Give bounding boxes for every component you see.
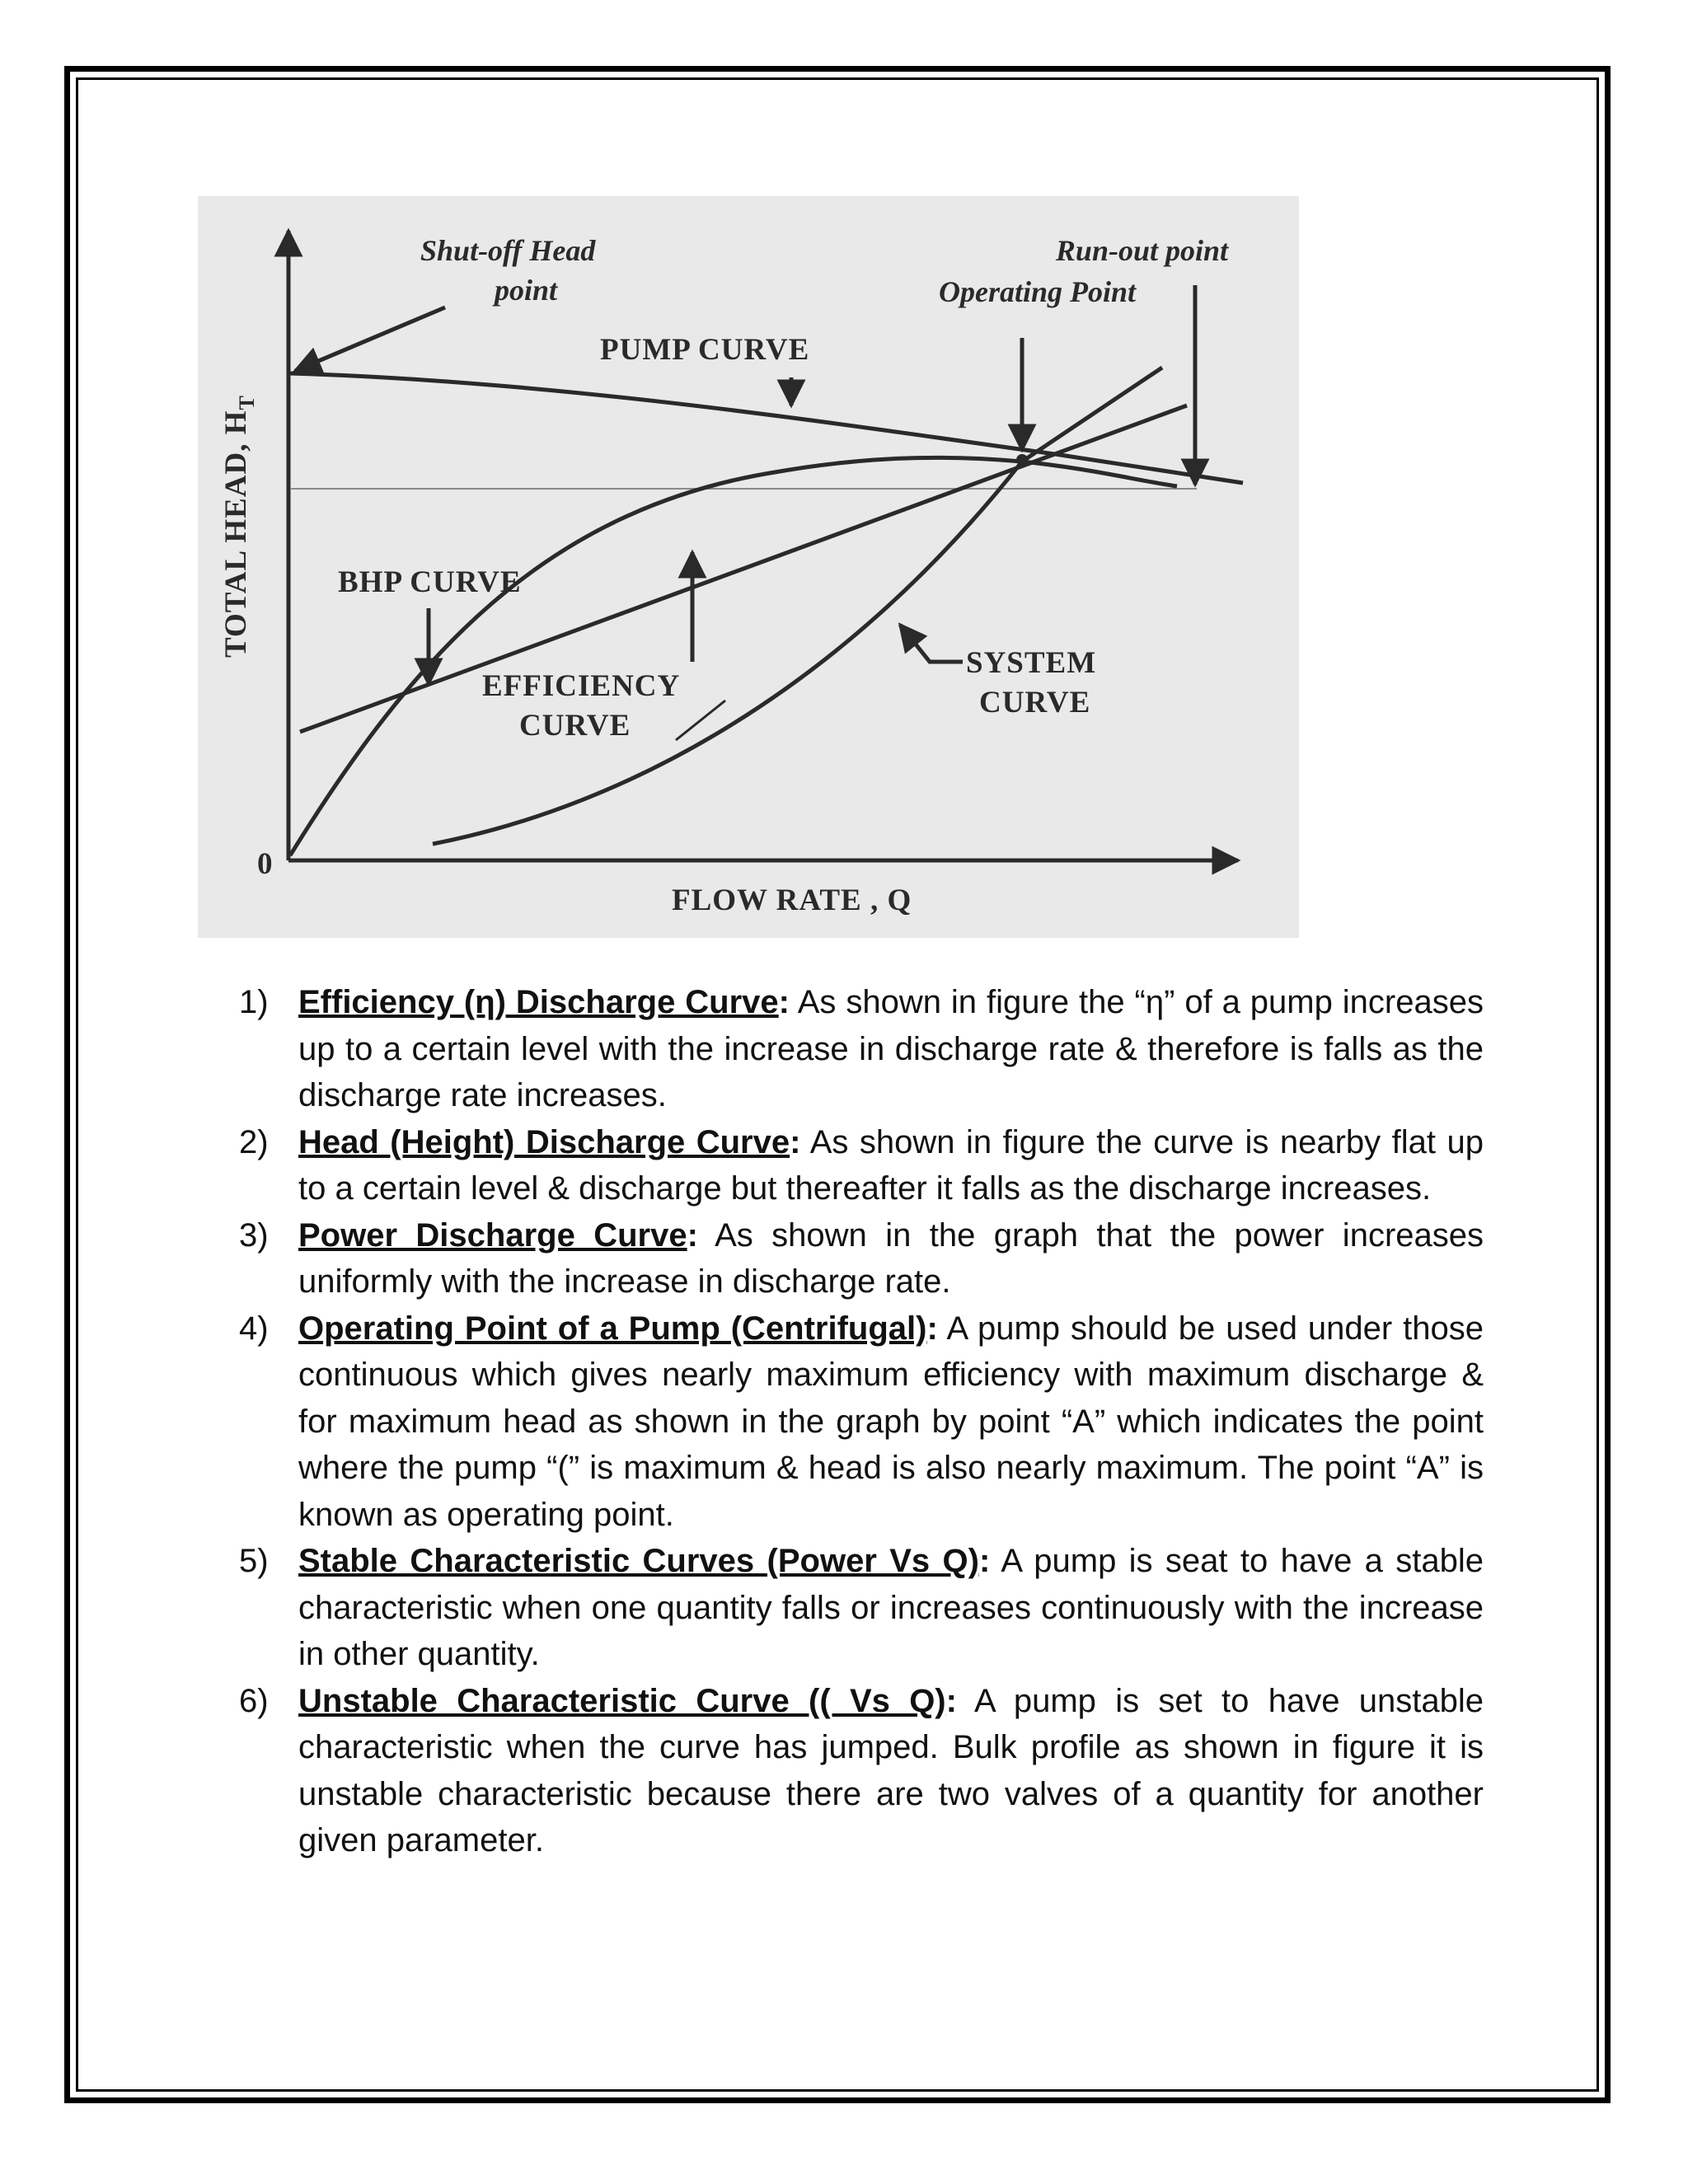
- list-item-number: 6): [239, 1682, 269, 1719]
- list-item: [239, 1538, 1484, 1678]
- pump-characteristics-figure: [198, 196, 1299, 938]
- list-item-number: 1): [239, 984, 269, 1020]
- y-axis-label: TOTAL HEAD, $H_T$: [219, 395, 259, 658]
- origin-label: 0: [257, 847, 274, 881]
- operating-point-label: Operating Point: [938, 275, 1136, 308]
- system-curve-label-line2: CURVE: [979, 686, 1091, 719]
- runout-point-label: Run-out point: [1055, 234, 1228, 267]
- bhp-curve-label: BHP CURVE: [338, 565, 522, 599]
- shutoff-head-arrow: [295, 307, 445, 371]
- list-item: [239, 1305, 1484, 1539]
- pump-curve-notes-list: [239, 979, 1484, 1864]
- shutoff-point-label: point: [495, 274, 558, 307]
- list-item-text: As shown in figure the curve is nearby flat up to a certain level & discharge but thereafter it falls as the discharge increases.: [298, 1123, 1484, 1207]
- pump-curves-diagram: [198, 196, 1299, 938]
- list-item-colon: :: [978, 1543, 991, 1579]
- list-item-colon: :: [778, 984, 790, 1020]
- list-item-text: A pump is set to have unstable characteristic when the curve has jumped. Bulk profile as shown in figure it is unstable characteristic because there are two valves of a quantity for another given parameter.: [298, 1682, 1484, 1858]
- list-item: [239, 1212, 1484, 1305]
- efficiency-curve-label-line2: CURVE: [519, 709, 631, 743]
- list-item-colon: :: [790, 1123, 801, 1160]
- list-item-number: 2): [239, 1123, 269, 1160]
- list-item-colon: :: [926, 1310, 938, 1347]
- list-item-title: Unstable Characteristic Curve (( Vs Q): [298, 1682, 946, 1719]
- list-item-title: Operating Point of a Pump (Centrifugal): [298, 1310, 927, 1347]
- pump-curve-label: PUMP CURVE: [600, 333, 810, 367]
- shutoff-head-label: Shut-off Head: [420, 234, 596, 267]
- system-curve-line: [433, 368, 1162, 844]
- list-item-text: A pump should be used under those continuous which gives nearly maximum efficiency with maximum discharge & for maximum head as shown in the graph by point “A” which indicates the point where the pump “(” is maximum & head is also nearly maximum. The point “A” is known as operating point.: [298, 1310, 1484, 1533]
- system-curve-label-line1: SYSTEM: [966, 646, 1097, 680]
- list-item: [239, 979, 1484, 1119]
- operating-point-marker: [1016, 454, 1028, 466]
- list-item-text: As shown in figure the “η” of a pump increases up to a certain level with the increase in discharge rate & therefore is falls as the discharge rate increases.: [298, 984, 1484, 1113]
- list-item-title: Stable Characteristic Curves (Power Vs Q): [298, 1543, 979, 1579]
- list-item-title: Efficiency (η) Discharge Curve: [298, 984, 779, 1020]
- list-item-number: 4): [239, 1310, 269, 1347]
- list-item-colon: :: [945, 1682, 957, 1719]
- efficiency-curve-label-line1: EFFICIENCY: [482, 669, 681, 703]
- list-item-number: 3): [239, 1216, 269, 1254]
- list-item-text: As shown in the graph that the power increases uniformly with the increase in discharge rate.: [298, 1216, 1484, 1300]
- list-item: [239, 1119, 1484, 1212]
- list-item-title: Power Discharge Curve: [298, 1216, 687, 1254]
- x-axis-label: FLOW RATE , Q: [672, 883, 912, 917]
- system-curve-arrow: [900, 625, 963, 662]
- list-item: [239, 1678, 1484, 1864]
- list-item-colon: :: [687, 1216, 698, 1254]
- list-item-number: 5): [239, 1543, 269, 1579]
- pump-curve-line: [290, 373, 1243, 483]
- list-item-text: A pump is seat to have a stable characteristic when one quantity falls or increases continuously with the increase in other quantity.: [298, 1543, 1484, 1672]
- list-item-title: Head (Height) Discharge Curve: [298, 1123, 790, 1160]
